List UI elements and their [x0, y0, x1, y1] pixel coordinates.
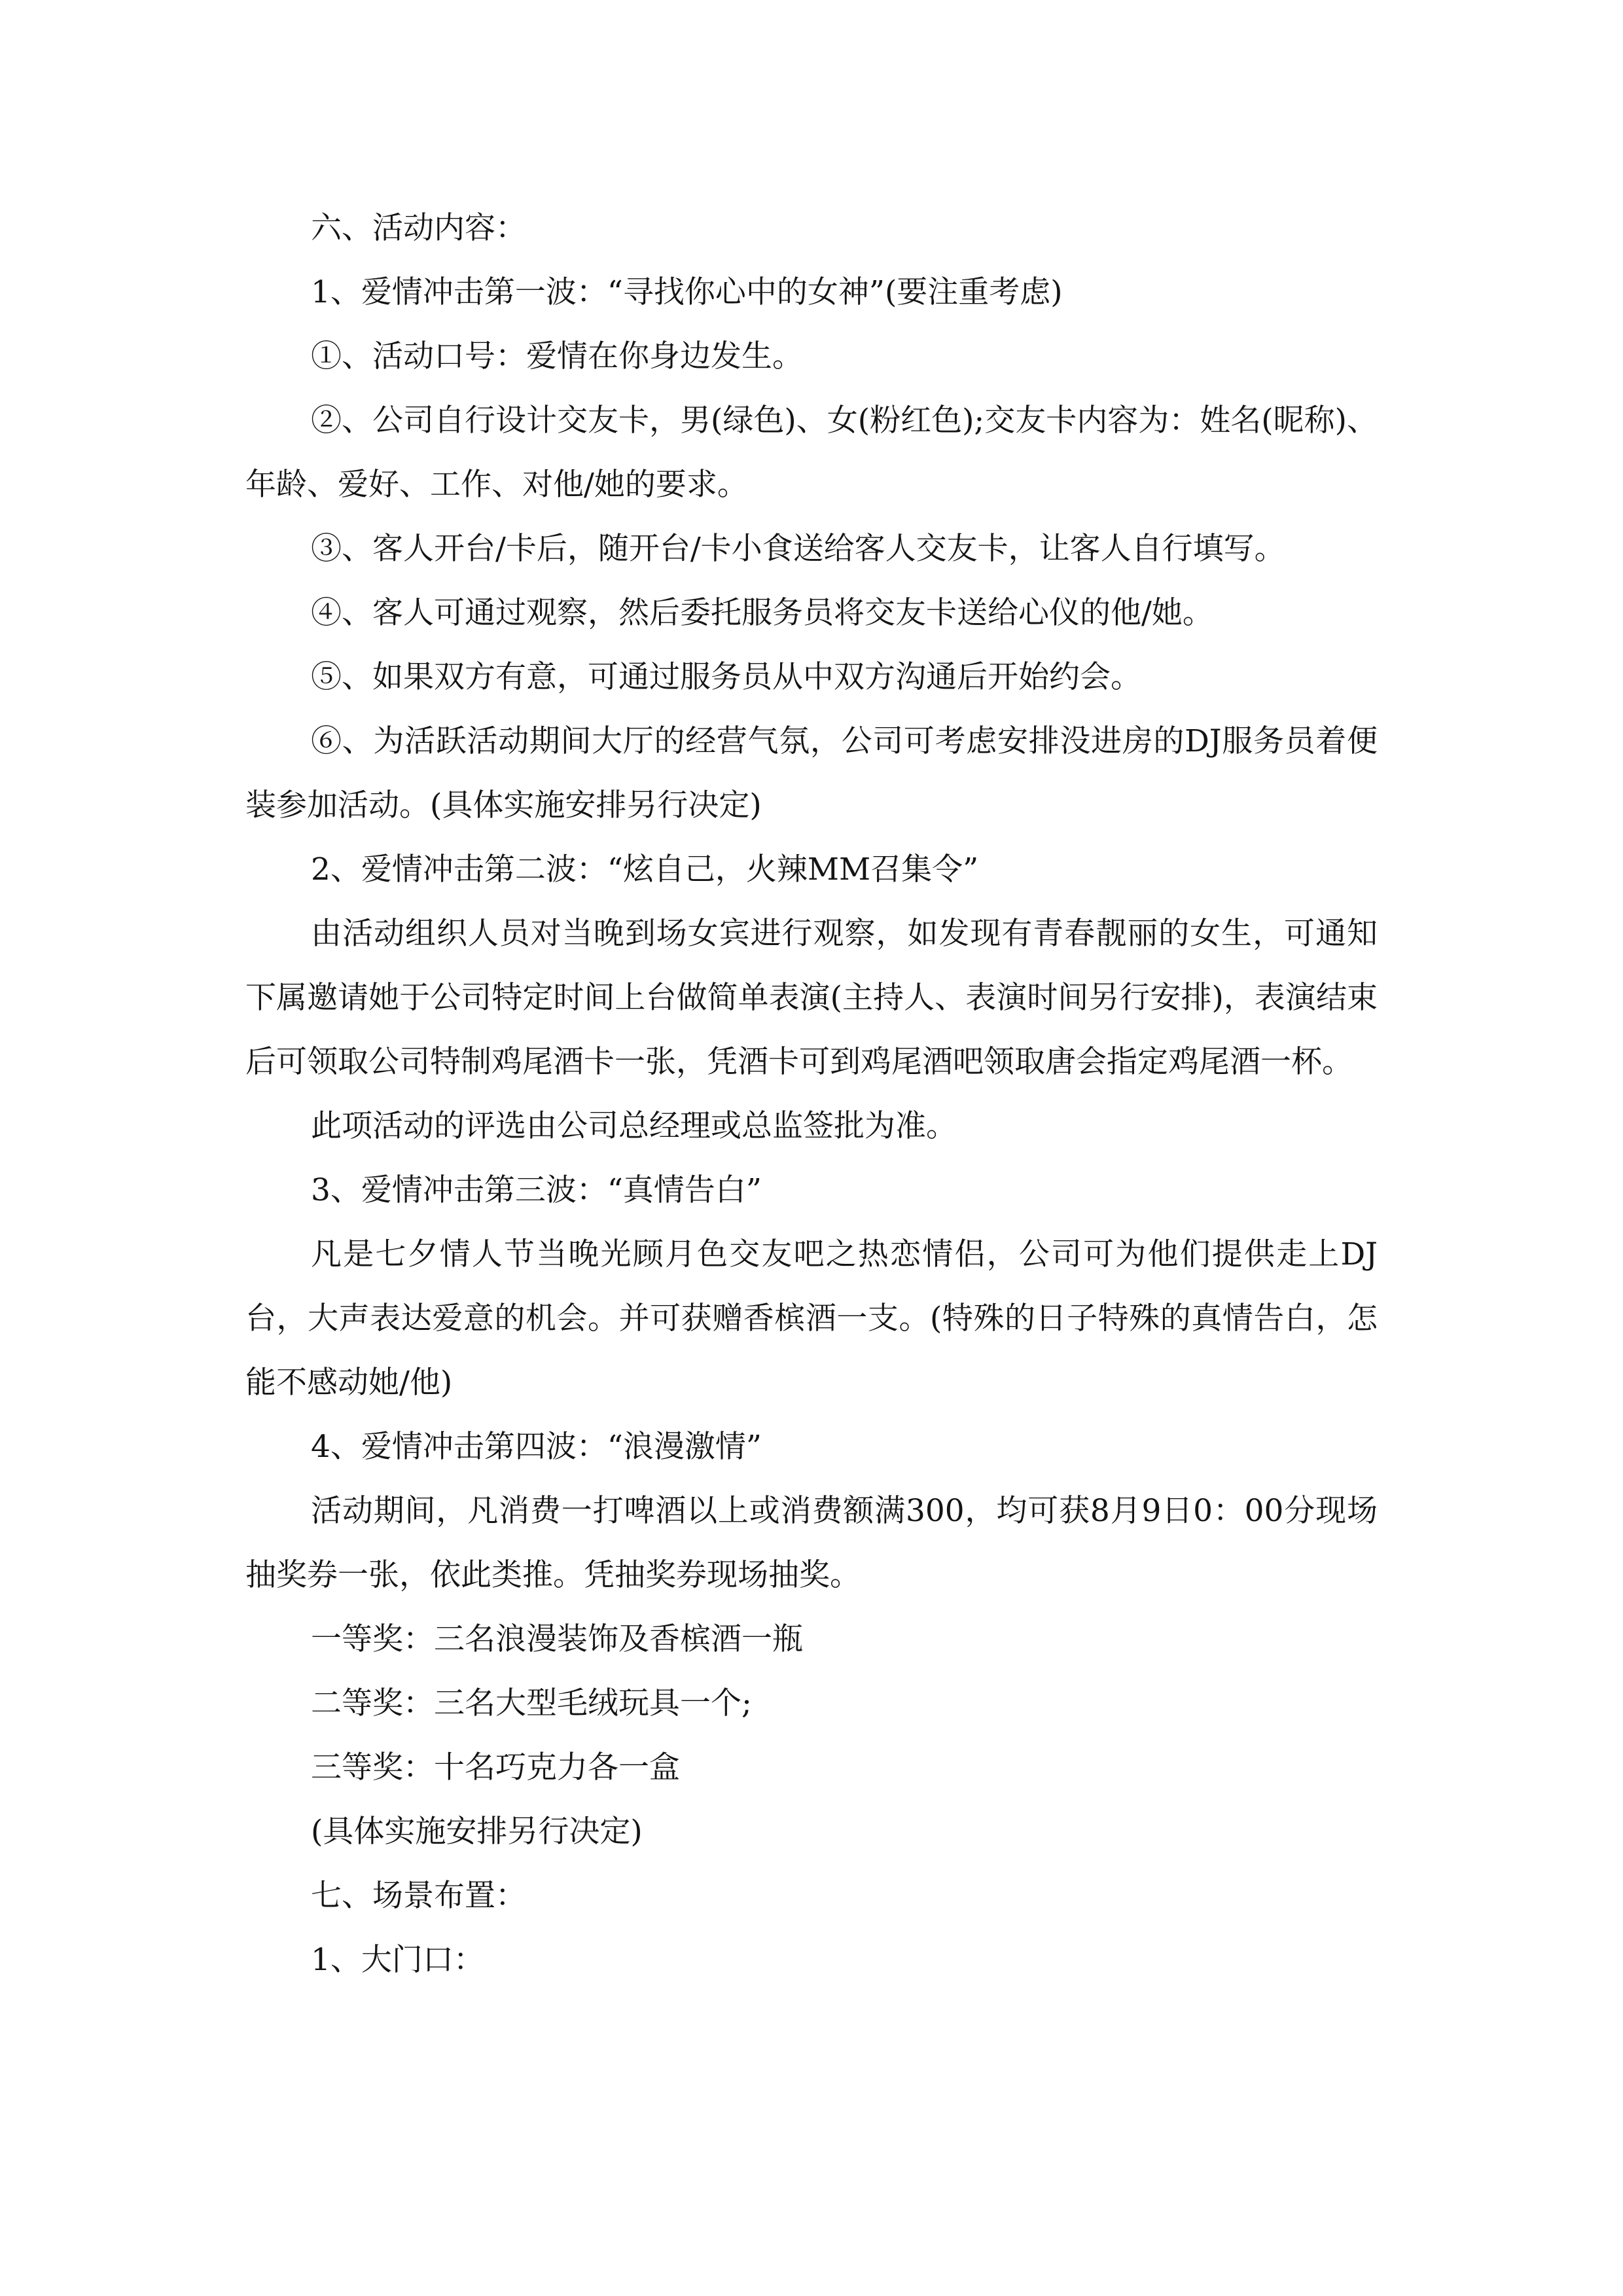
prize-first: 一等奖：三名浪漫装饰及香槟酒一瓶 [311, 1621, 803, 1657]
section-heading-activity-content: 六、活动内容： [311, 210, 526, 246]
paragraph: 2、爱情冲击第二波：“炫自己，火辣MM召集令” [311, 852, 979, 888]
paragraph: ⑥、为活跃活动期间大厅的经营气氛，公司可考虑安排没进房的DJ服务员着便装参加活动。(具体实施安排另行决定) [245, 723, 1378, 823]
paragraph: 3、爱情冲击第三波：“真情告白” [311, 1172, 762, 1208]
paragraph: 1、大门口： [311, 1942, 484, 1978]
prize-third: 三等奖：十名巧克力各一盒 [311, 1749, 680, 1785]
paragraph: (具体实施安排另行决定) [311, 1814, 643, 1850]
paragraph: ③、客人开台/卡后，随开台/卡小食送给客人交友卡，让客人自行填写。 [311, 531, 1285, 567]
paragraph: 1、爱情冲击第一波：“寻找你心中的女神”(要注重考虑) [311, 274, 1063, 310]
paragraph: 由活动组织人员对当晚到场女宾进行观察，如发现有青春靓丽的女生，可通知下属邀请她于公司特定时间上台做简单表演(主持人、表演时间另行安排)，表演结束后可领取公司特制鸡尾酒卡一张，凭酒卡可到鸡尾酒吧领取唐会指定鸡尾酒一杯。 [245, 916, 1378, 1080]
paragraph: 此项活动的评选由公司总经理或总监签批为准。 [311, 1108, 957, 1144]
document-body [245, 196, 1378, 1992]
prize-second: 二等奖：三名大型毛绒玩具一个; [311, 1685, 752, 1721]
paragraph: 活动期间，凡消费一打啤酒以上或消费额满300，均可获8月9日0：00分现场抽奖券一张，依此类推。凭抽奖券现场抽奖。 [245, 1493, 1378, 1593]
paragraph: 4、爱情冲击第四波：“浪漫激情” [311, 1429, 762, 1465]
paragraph: ⑤、如果双方有意，可通过服务员从中双方沟通后开始约会。 [311, 659, 1141, 695]
section-heading-scene-layout: 七、场景布置： [311, 1878, 526, 1914]
paragraph: ④、客人可通过观察，然后委托服务员将交友卡送给心仪的他/她。 [311, 595, 1213, 631]
paragraph: ①、活动口号：爱情在你身边发生。 [311, 338, 803, 374]
paragraph: ②、公司自行设计交友卡，男(绿色)、女(粉红色);交友卡内容为：姓名(昵称)、年龄、爱好、工作、对他/她的要求。 [245, 403, 1378, 503]
paragraph: 凡是七夕情人节当晚光顾月色交友吧之热恋情侣，公司可为他们提供走上DJ台，大声表达爱意的机会。并可获赠香槟酒一支。(特殊的日子特殊的真情告白，怎能不感动她/他) [245, 1236, 1378, 1401]
